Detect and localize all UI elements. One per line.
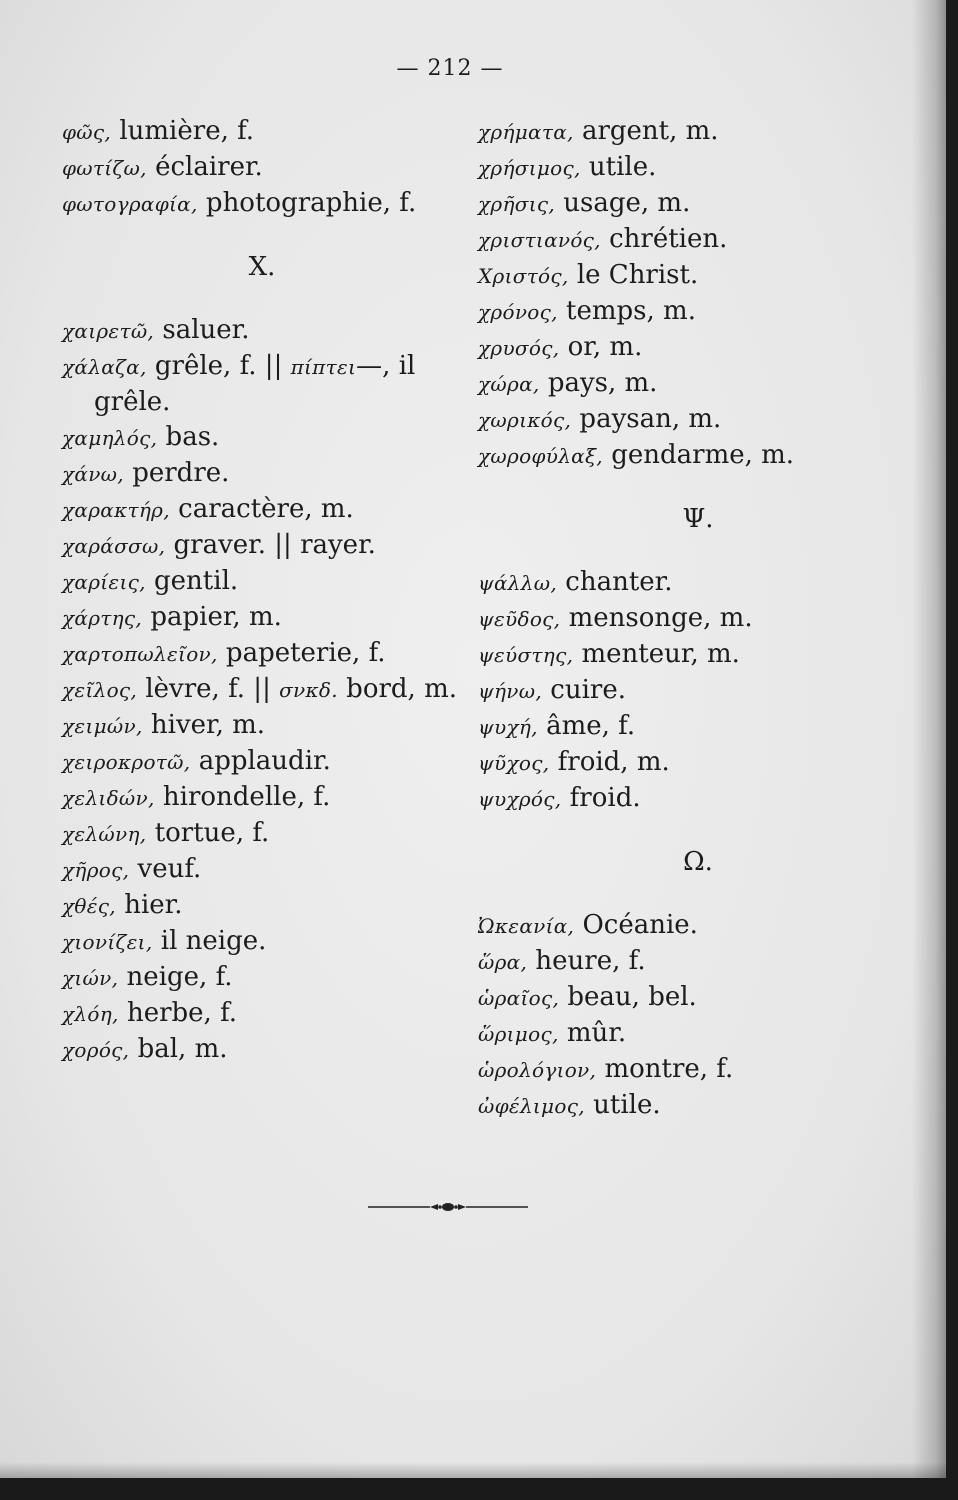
- spine-shadow: [912, 0, 946, 1478]
- entry-headword: χιών,: [62, 966, 119, 990]
- entry-list: [478, 114, 918, 474]
- section-heading-omega: Ω.: [683, 847, 713, 877]
- entry-headword: χάνω,: [62, 462, 124, 486]
- dictionary-entry: [478, 709, 918, 745]
- entry-definition-secondary: —, il grêle.: [94, 351, 416, 417]
- entry-definition: saluer.: [154, 315, 250, 345]
- dictionary-entry: [478, 637, 918, 673]
- entry-definition: froid, m.: [549, 747, 670, 777]
- dictionary-entry: [62, 150, 462, 186]
- entry-definition: lumière, f.: [111, 116, 255, 146]
- entry-headword: ψεύστης,: [478, 643, 574, 667]
- entry-headword: χαρίεις,: [62, 570, 146, 594]
- entry-definition: mensonge, m.: [560, 603, 753, 633]
- dictionary-entry: [62, 780, 462, 816]
- entry-definition: montre, f.: [596, 1054, 734, 1084]
- entry-definition: papeterie, f.: [217, 638, 386, 668]
- dictionary-entry: [62, 960, 462, 996]
- dictionary-entry: [62, 456, 462, 492]
- entry-definition-secondary: bord, m.: [337, 674, 458, 704]
- dictionary-entry: [62, 708, 462, 744]
- entry-list: [478, 565, 918, 817]
- section-heading-chi: X.: [248, 252, 276, 282]
- dictionary-entry: [478, 944, 918, 980]
- entry-headword: χάρτης,: [62, 606, 143, 630]
- dictionary-entry: [62, 816, 462, 852]
- entry-definition: mûr.: [558, 1018, 627, 1048]
- entry-definition: temps, m.: [557, 296, 696, 326]
- entry-definition: froid.: [561, 783, 641, 813]
- entry-headword: χελώνη,: [62, 822, 147, 846]
- entry-definition: paysan, m.: [571, 404, 722, 434]
- dictionary-entry: [62, 114, 462, 150]
- entry-definition: utile.: [580, 152, 657, 182]
- entry-definition: herbe, f.: [118, 998, 238, 1028]
- dictionary-entry: [478, 438, 918, 474]
- entry-list: [62, 313, 462, 1068]
- dictionary-entry: [478, 186, 918, 222]
- dictionary-entry: [62, 492, 462, 528]
- entry-definition: gendarme, m.: [602, 440, 795, 470]
- entry-headword: ὥρα,: [478, 950, 528, 974]
- entry-definition: gentil.: [145, 566, 239, 596]
- entry-headword: φῶς,: [62, 120, 112, 144]
- entry-headword: χρόνος,: [478, 300, 558, 324]
- entry-definition: applaudir.: [190, 746, 331, 776]
- dictionary-entry: [62, 888, 462, 924]
- entry-definition: photographie, f.: [197, 188, 417, 218]
- dictionary-entry: [478, 150, 918, 186]
- entry-headword: χῆρος,: [62, 858, 130, 882]
- entry-definition: veuf.: [129, 854, 202, 884]
- entry-definition: tortue, f.: [146, 818, 270, 848]
- entry-definition: hirondelle, f.: [154, 782, 331, 812]
- dictionary-entry: [62, 672, 462, 708]
- entry-definition: utile.: [584, 1090, 661, 1120]
- entry-definition: âme, f.: [537, 711, 636, 741]
- entry-headword: ψῦχος,: [478, 751, 550, 775]
- entry-headword: χελιδών,: [62, 786, 155, 810]
- dictionary-entry: [62, 744, 462, 780]
- entry-headword: ψήνω,: [478, 679, 542, 703]
- dictionary-entry: [62, 564, 462, 600]
- entry-definition: hier.: [115, 890, 183, 920]
- entry-definition: usage, m.: [555, 188, 691, 218]
- dictionary-entry: [62, 528, 462, 564]
- entry-headword: χρήσιμος,: [478, 156, 581, 180]
- entry-list: [478, 908, 918, 1124]
- dictionary-entry: [478, 330, 918, 366]
- dictionary-entry: [62, 636, 462, 672]
- entry-definition: lèvre, f. ||: [137, 674, 280, 704]
- page-bottom-edge: [0, 1462, 946, 1478]
- entry-headword: χρυσός,: [478, 336, 560, 360]
- entry-headword: Χριστός,: [478, 264, 569, 288]
- entry-headword-secondary: πίπτει: [290, 355, 357, 379]
- dictionary-entry: [62, 349, 462, 420]
- dictionary-entry: [478, 908, 918, 944]
- entry-definition: heure, f.: [527, 946, 646, 976]
- end-ornament: [368, 1200, 528, 1214]
- entry-headword: χρῆσις,: [478, 192, 556, 216]
- left-column: [62, 114, 462, 1068]
- entry-headword: ψυχρός,: [478, 787, 562, 811]
- entry-headword: χαράσσω,: [62, 534, 166, 558]
- entry-definition: chrétien.: [600, 224, 728, 254]
- entry-headword: χιονίζει,: [62, 930, 153, 954]
- dictionary-entry: [478, 781, 918, 817]
- entry-definition: il neige.: [152, 926, 267, 956]
- dictionary-entry: [478, 294, 918, 330]
- entry-headword-secondary: σνκδ.: [279, 678, 338, 702]
- entry-definition: beau, bel.: [559, 982, 697, 1012]
- entry-definition: bas.: [157, 422, 220, 452]
- entry-headword: χειροκροτῶ,: [62, 750, 191, 774]
- dictionary-entry: [478, 114, 918, 150]
- dictionary-entry: [62, 420, 462, 456]
- dictionary-entry: [478, 980, 918, 1016]
- dictionary-entry: [478, 1052, 918, 1088]
- entry-definition: pays, m.: [539, 368, 658, 398]
- entry-headword: ψεῦδος,: [478, 607, 561, 631]
- entry-headword: χώρα,: [478, 372, 540, 396]
- entry-headword: χαιρετῶ,: [62, 319, 155, 343]
- dictionary-entry: [62, 600, 462, 636]
- entry-headword: ὡραῖος,: [478, 986, 560, 1010]
- dictionary-entry: [62, 1032, 462, 1068]
- entry-definition: bal, m.: [129, 1034, 228, 1064]
- entry-headword: χαμηλός,: [62, 426, 158, 450]
- entry-definition: neige, f.: [118, 962, 233, 992]
- dictionary-entry: [478, 1016, 918, 1052]
- dictionary-entry: [478, 258, 918, 294]
- entry-headword: χάλαζα,: [62, 355, 147, 379]
- entry-definition: perdre.: [123, 458, 230, 488]
- entry-headword: χριστιανός,: [478, 228, 601, 252]
- entry-headword: ὠφέλιμος,: [478, 1094, 585, 1118]
- entry-definition: graver. || rayer.: [165, 530, 376, 560]
- entry-headword: χορός,: [62, 1038, 130, 1062]
- entry-definition: caractère, m.: [169, 494, 354, 524]
- entry-headword: ὥριμος,: [478, 1022, 559, 1046]
- entry-headword: Ὠκεανία,: [478, 914, 575, 938]
- dictionary-entry: [62, 996, 462, 1032]
- entry-definition: hiver, m.: [142, 710, 266, 740]
- entry-headword: φωτογραφία,: [62, 192, 198, 216]
- entry-definition: éclairer.: [146, 152, 263, 182]
- entry-headword: χειμών,: [62, 714, 143, 738]
- entry-definition: grêle, f. ||: [146, 351, 291, 381]
- dictionary-entry: [62, 924, 462, 960]
- entry-definition: Océanie.: [574, 910, 698, 940]
- entry-definition: cuire.: [542, 675, 626, 705]
- entry-headword: χρήματα,: [478, 120, 574, 144]
- entry-headword: ψυχή,: [478, 715, 538, 739]
- dictionary-entry: [478, 1088, 918, 1124]
- section-heading-psi: Ψ.: [682, 504, 714, 534]
- dictionary-entry: [478, 745, 918, 781]
- dictionary-entry: [478, 565, 918, 601]
- entry-headword: χθές,: [62, 894, 116, 918]
- entry-definition: argent, m.: [573, 116, 719, 146]
- dictionary-entry: [478, 222, 918, 258]
- entry-headword: χαρτοπωλεῖον,: [62, 642, 218, 666]
- dictionary-entry: [478, 601, 918, 637]
- entry-definition: chanter.: [557, 567, 673, 597]
- dictionary-entry: [478, 402, 918, 438]
- entry-definition: papier, m.: [142, 602, 282, 632]
- entry-headword: χωροφύλαξ,: [478, 444, 603, 468]
- entry-headword: χεῖλος,: [62, 678, 138, 702]
- entry-headword: ὡρολόγιον,: [478, 1058, 597, 1082]
- right-column: [478, 114, 918, 1124]
- entry-headword: ψάλλω,: [478, 571, 558, 595]
- dictionary-entry: [62, 186, 462, 222]
- entry-definition: or, m.: [559, 332, 643, 362]
- dictionary-entry: [62, 313, 462, 349]
- entry-definition: menteur, m.: [573, 639, 740, 669]
- entry-headword: φωτίζω,: [62, 156, 147, 180]
- dictionary-entry: [478, 673, 918, 709]
- entry-definition: le Christ.: [568, 260, 699, 290]
- dictionary-entry: [62, 852, 462, 888]
- entry-headword: χωρικός,: [478, 408, 572, 432]
- entry-list: [62, 114, 462, 222]
- entry-headword: χαρακτήρ,: [62, 498, 170, 522]
- page-number: — 212 —: [396, 56, 504, 81]
- entry-headword: χλόη,: [62, 1002, 119, 1026]
- dictionary-entry: [478, 366, 918, 402]
